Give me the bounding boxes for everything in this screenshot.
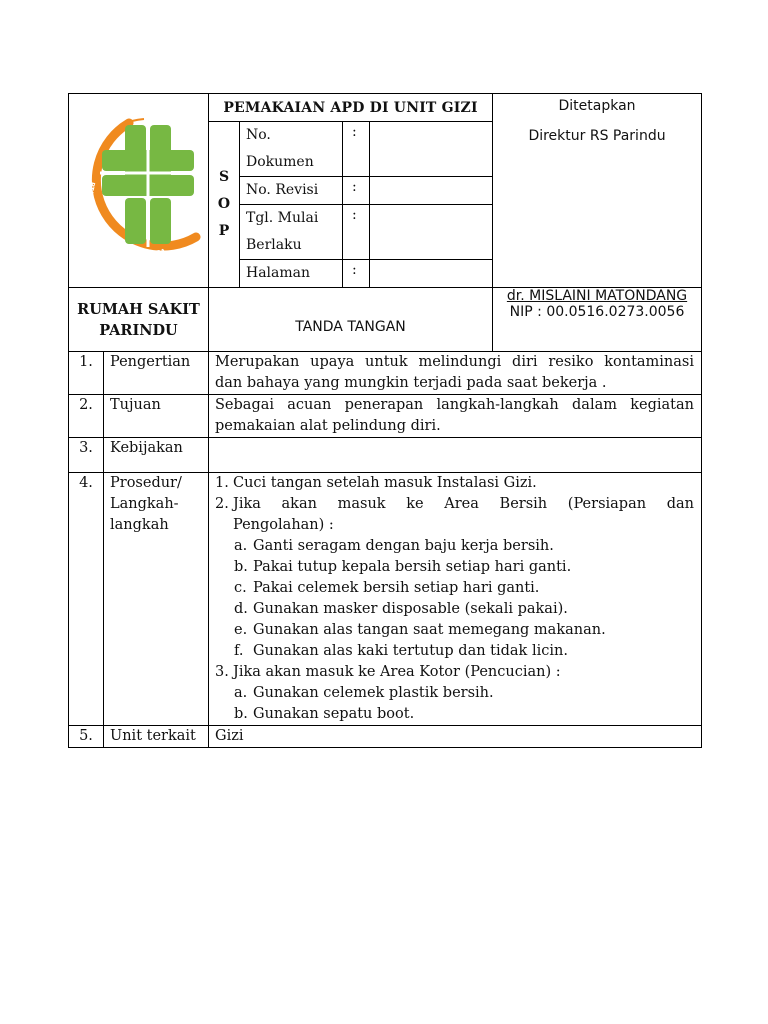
signature-cell [493,288,702,352]
section-content: Merupakan upaya untuk melindungi diri resiko kontaminasi dan bahaya yang mungkin terjadi pada saat bekerja . [209,352,702,395]
section-title: Prosedur/ Langkah- langkah [104,473,209,726]
sop-label: S O P [209,122,240,288]
hospital-logo [74,109,204,269]
tanda-tangan-label: TANDA TANGAN [209,288,493,352]
section-number: 5. [69,726,104,748]
field-no-revisi-value [370,177,493,205]
procedure-substep: d. Gunakan masker disposable (sekali pakai). [234,601,568,617]
section-row [69,438,702,473]
procedure-substep: b. Pakai tutup kepala bersih setiap hari ganti. [234,559,572,575]
field-no-dokumen-label: No. Dokumen [240,122,343,177]
section-content: Gizi [209,726,702,748]
ditetapkan-label: Ditetapkan [558,98,636,114]
field-tgl-mulai-value [370,205,493,260]
field-colon: : [343,260,370,288]
field-colon: : [343,122,370,177]
procedure-substep: e. Gunakan alas tangan saat memegang makanan. [234,622,606,638]
section-row [69,726,702,748]
section-number: 4. [69,473,104,726]
section-number: 1. [69,352,104,395]
approval-cell [493,94,702,288]
procedure-step: 1. Cuci tangan setelah masuk Instalasi Gizi. [215,475,537,491]
procedure-substep: a. Gunakan celemek plastik bersih. [234,685,494,701]
procedure-substep: f. Gunakan alas kaki tertutup dan tidak licin. [234,643,568,659]
signer-name: dr. MISLAINI MATONDANG [506,288,688,304]
field-colon: : [343,177,370,205]
field-halaman-label: Halaman [240,260,343,288]
section-number: 3. [69,438,104,473]
section-content [209,438,702,473]
procedure-substep: c. Pakai celemek bersih setiap hari ganti. [234,580,540,596]
sop-body-table [68,351,702,748]
sop-document [68,93,701,748]
signer-nip: NIP : 00.0516.0273.0056 [509,304,685,320]
procedure-content [209,473,702,726]
field-halaman-value [370,260,493,288]
sop-title: PEMAKAIAN APD DI UNIT GIZI [209,94,493,122]
section-title: Pengertian [104,352,209,395]
procedure-step: 3. Jika akan masuk ke Area Kotor (Pencucian) : [215,664,561,680]
section-row [69,352,702,395]
field-colon: : [343,205,370,260]
section-number: 2. [69,395,104,438]
section-content: Sebagai acuan penerapan langkah-langkah dalam kegiatan pemakaian alat pelindung diri. [209,395,702,438]
direktur-label: Direktur RS Parindu [528,128,666,144]
field-tgl-mulai-label: Tgl. Mulai Berlaku [240,205,343,260]
procedure-substep: b. Gunakan sepatu boot. [234,706,415,722]
section-title: Kebijakan [104,438,209,473]
section-row [69,473,702,726]
hospital-name: RUMAH SAKIT PARINDU [69,288,209,352]
field-no-revisi-label: No. Revisi [240,177,343,205]
procedure-substep: a. Ganti seragam dengan baju kerja bersih. [234,538,554,554]
section-title: Unit terkait [104,726,209,748]
hospital-logo-cell [69,94,209,288]
logo-arc-text: PT.KALIMANTAN MEDIKA NUSANTARA [86,180,166,258]
procedure-step: 2. Jika akan masuk ke Area Bersih (Persiapan dan Pengolahan) : [215,496,694,533]
sop-header-table [68,93,702,352]
section-row [69,395,702,438]
section-title: Tujuan [104,395,209,438]
field-no-dokumen-value [370,122,493,177]
